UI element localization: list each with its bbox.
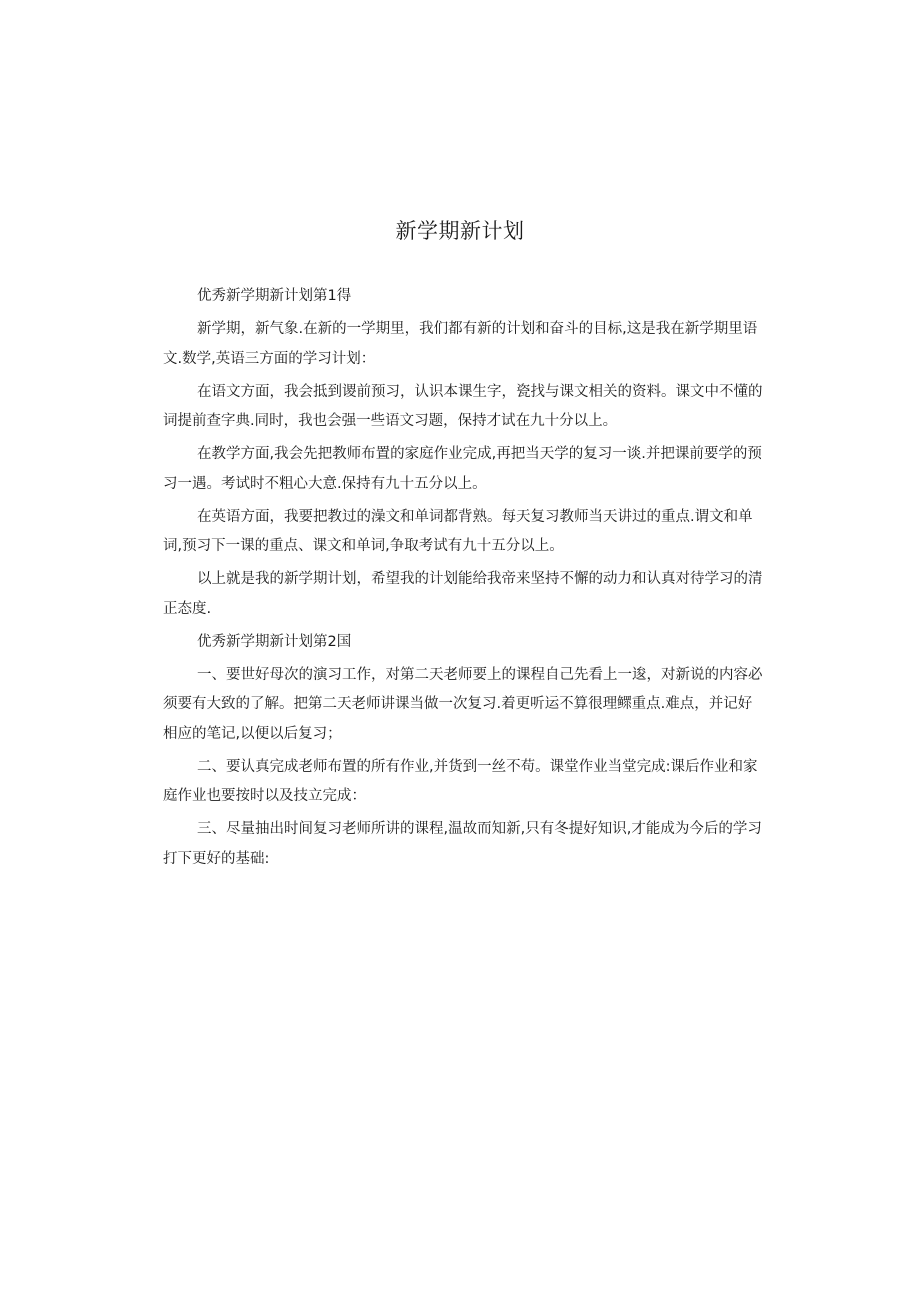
section-heading-1: 优秀新学期新计划第1得	[197, 288, 352, 304]
paragraph-conclusion: 以上就是我的新学期计划，希望我的计划能给我帝来坚持不懈的动力和认真对待学习的清正态度.	[163, 571, 763, 617]
document-title: 新学期新计划	[395, 219, 525, 243]
paragraph-math: 在教学方面,我会先把教师布置的家庭作业完成,再把当天学的复习一谈.并把课前要学的预习一遇。考试时不粗心大意.保持有九十五分以上。	[163, 446, 762, 492]
paragraph-item-2: 二、要认真完成老师布置的所有作业,并货到一丝不苟。课堂作业当堂完成:课后作业和家庭作业也要按时以及技立完成：	[163, 758, 758, 804]
document-body	[163, 282, 763, 878]
paragraph-item-1: 一、要世好母次的演习工作，对第二天老师要上的课程自己先看上一逡，对新说的内容必须要有大致的了解。把第二天老师讲课当做一次复习.着更听运不算很理鳏重点.难点，并记好相应的笔记,以便以后复习；	[163, 666, 763, 742]
section-heading-2: 优秀新学期新计划第2国	[197, 633, 352, 650]
paragraph-english: 在英语方面，我要把教过的澡文和单词都背熟。每天复习教师当天讲过的重点.谓文和单词,预习下一课的重点、课文和单词,争取考试有九十五分以上。	[163, 508, 753, 554]
paragraph-intro: 新学期，新气象.在新的一学期里，我们都有新的计划和奋斗的目标,这是我在新学期里语文.数学,英语三方面的学习计划：	[163, 321, 758, 367]
paragraph-item-3: 三、尽量抽出时间复习老师所讲的课程,温故而知新,只有冬提好知识,才能成为今后的学习打下更好的基础:	[163, 821, 762, 867]
paragraph-chinese: 在语文方面，我会抵到谡前预习，认识本课生字，瓷找与课文相关的资料。课文中不懂的词提前查字典.同时，我也会强一些语文习题，保持才试在九十分以上。	[163, 383, 763, 429]
